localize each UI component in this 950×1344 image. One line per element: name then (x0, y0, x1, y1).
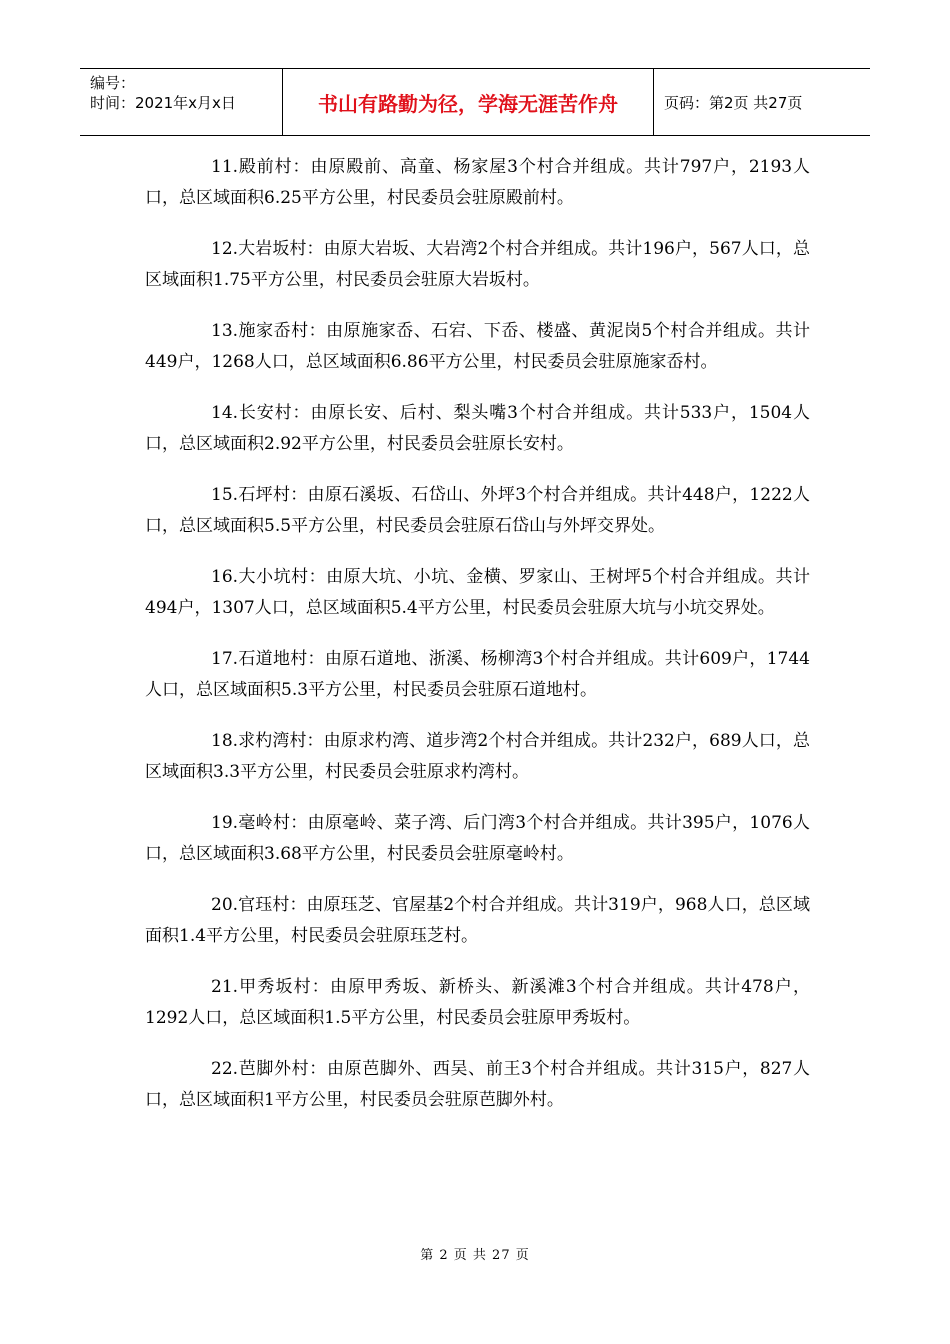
village-paragraph: 15.石坪村：由原石溪坂、石岱山、外坪3个村合并组成。共计448户，1222人口，总区域面积5.5平方公里，村民委员会驻原石岱山与外坪交界处。 (145, 485, 810, 536)
header-meta (80, 69, 282, 135)
header-motto: 书山有路勤为径，学海无涯苦作舟 (282, 69, 654, 135)
page-header (80, 68, 870, 136)
village-paragraph: 18.求杓湾村：由原求杓湾、道步湾2个村合并组成。共计232户，689人口，总区域面积3.3平方公里，村民委员会驻原求杓湾村。 (145, 731, 810, 782)
date-line: 时间：2021年x月x日 (90, 94, 236, 112)
village-paragraph: 16.大小坑村：由原大坑、小坑、金横、罗家山、王树坪5个村合并组成。共计494户，1307人口，总区域面积5.4平方公里，村民委员会驻原大坑与小坑交界处。 (145, 567, 810, 618)
document-body (145, 152, 810, 1136)
village-paragraph: 11.殿前村：由原殿前、高童、杨家屋3个村合并组成。共计797户，2193人口，总区域面积6.25平方公里，村民委员会驻原殿前村。 (145, 157, 810, 208)
village-paragraph: 19.毫岭村：由原毫岭、菜子湾、后门湾3个村合并组成。共计395户，1076人口，总区域面积3.68平方公里，村民委员会驻原毫岭村。 (145, 813, 810, 864)
page-footer: 第 2 页 共 27 页 (420, 1248, 530, 1263)
doc-number-label: 编号： (90, 74, 136, 92)
village-paragraph: 20.官珏村：由原珏芝、官屋基2个村合并组成。共计319户，968人口，总区域面积1.4平方公里，村民委员会驻原珏芝村。 (145, 895, 810, 946)
village-paragraph: 13.施家岙村：由原施家岙、石宕、下岙、楼盛、黄泥岗5个村合并组成。共计449户，1268人口，总区域面积6.86平方公里，村民委员会驻原施家岙村。 (145, 321, 810, 372)
village-paragraph: 12.大岩坂村：由原大岩坂、大岩湾2个村合并组成。共计196户，567人口，总区域面积1.75平方公里，村民委员会驻原大岩坂村。 (145, 239, 810, 290)
header-page-info: 页码：第2页 共27页 (664, 93, 803, 112)
village-paragraph: 14.长安村：由原长安、后村、梨头嘴3个村合并组成。共计533户，1504人口，总区域面积2.92平方公里，村民委员会驻原长安村。 (145, 403, 810, 454)
village-paragraph: 17.石道地村：由原石道地、浙溪、杨柳湾3个村合并组成。共计609户，1744人口，总区域面积5.3平方公里，村民委员会驻原石道地村。 (145, 649, 810, 700)
village-paragraph: 22.芭脚外村：由原芭脚外、西吴、前王3个村合并组成。共计315户，827人口，总区域面积1平方公里，村民委员会驻原芭脚外村。 (145, 1059, 810, 1110)
village-paragraph: 21.甲秀坂村：由原甲秀坂、新桥头、新溪滩3个村合并组成。共计478户，1292人口，总区域面积1.5平方公里，村民委员会驻原甲秀坂村。 (145, 977, 810, 1028)
